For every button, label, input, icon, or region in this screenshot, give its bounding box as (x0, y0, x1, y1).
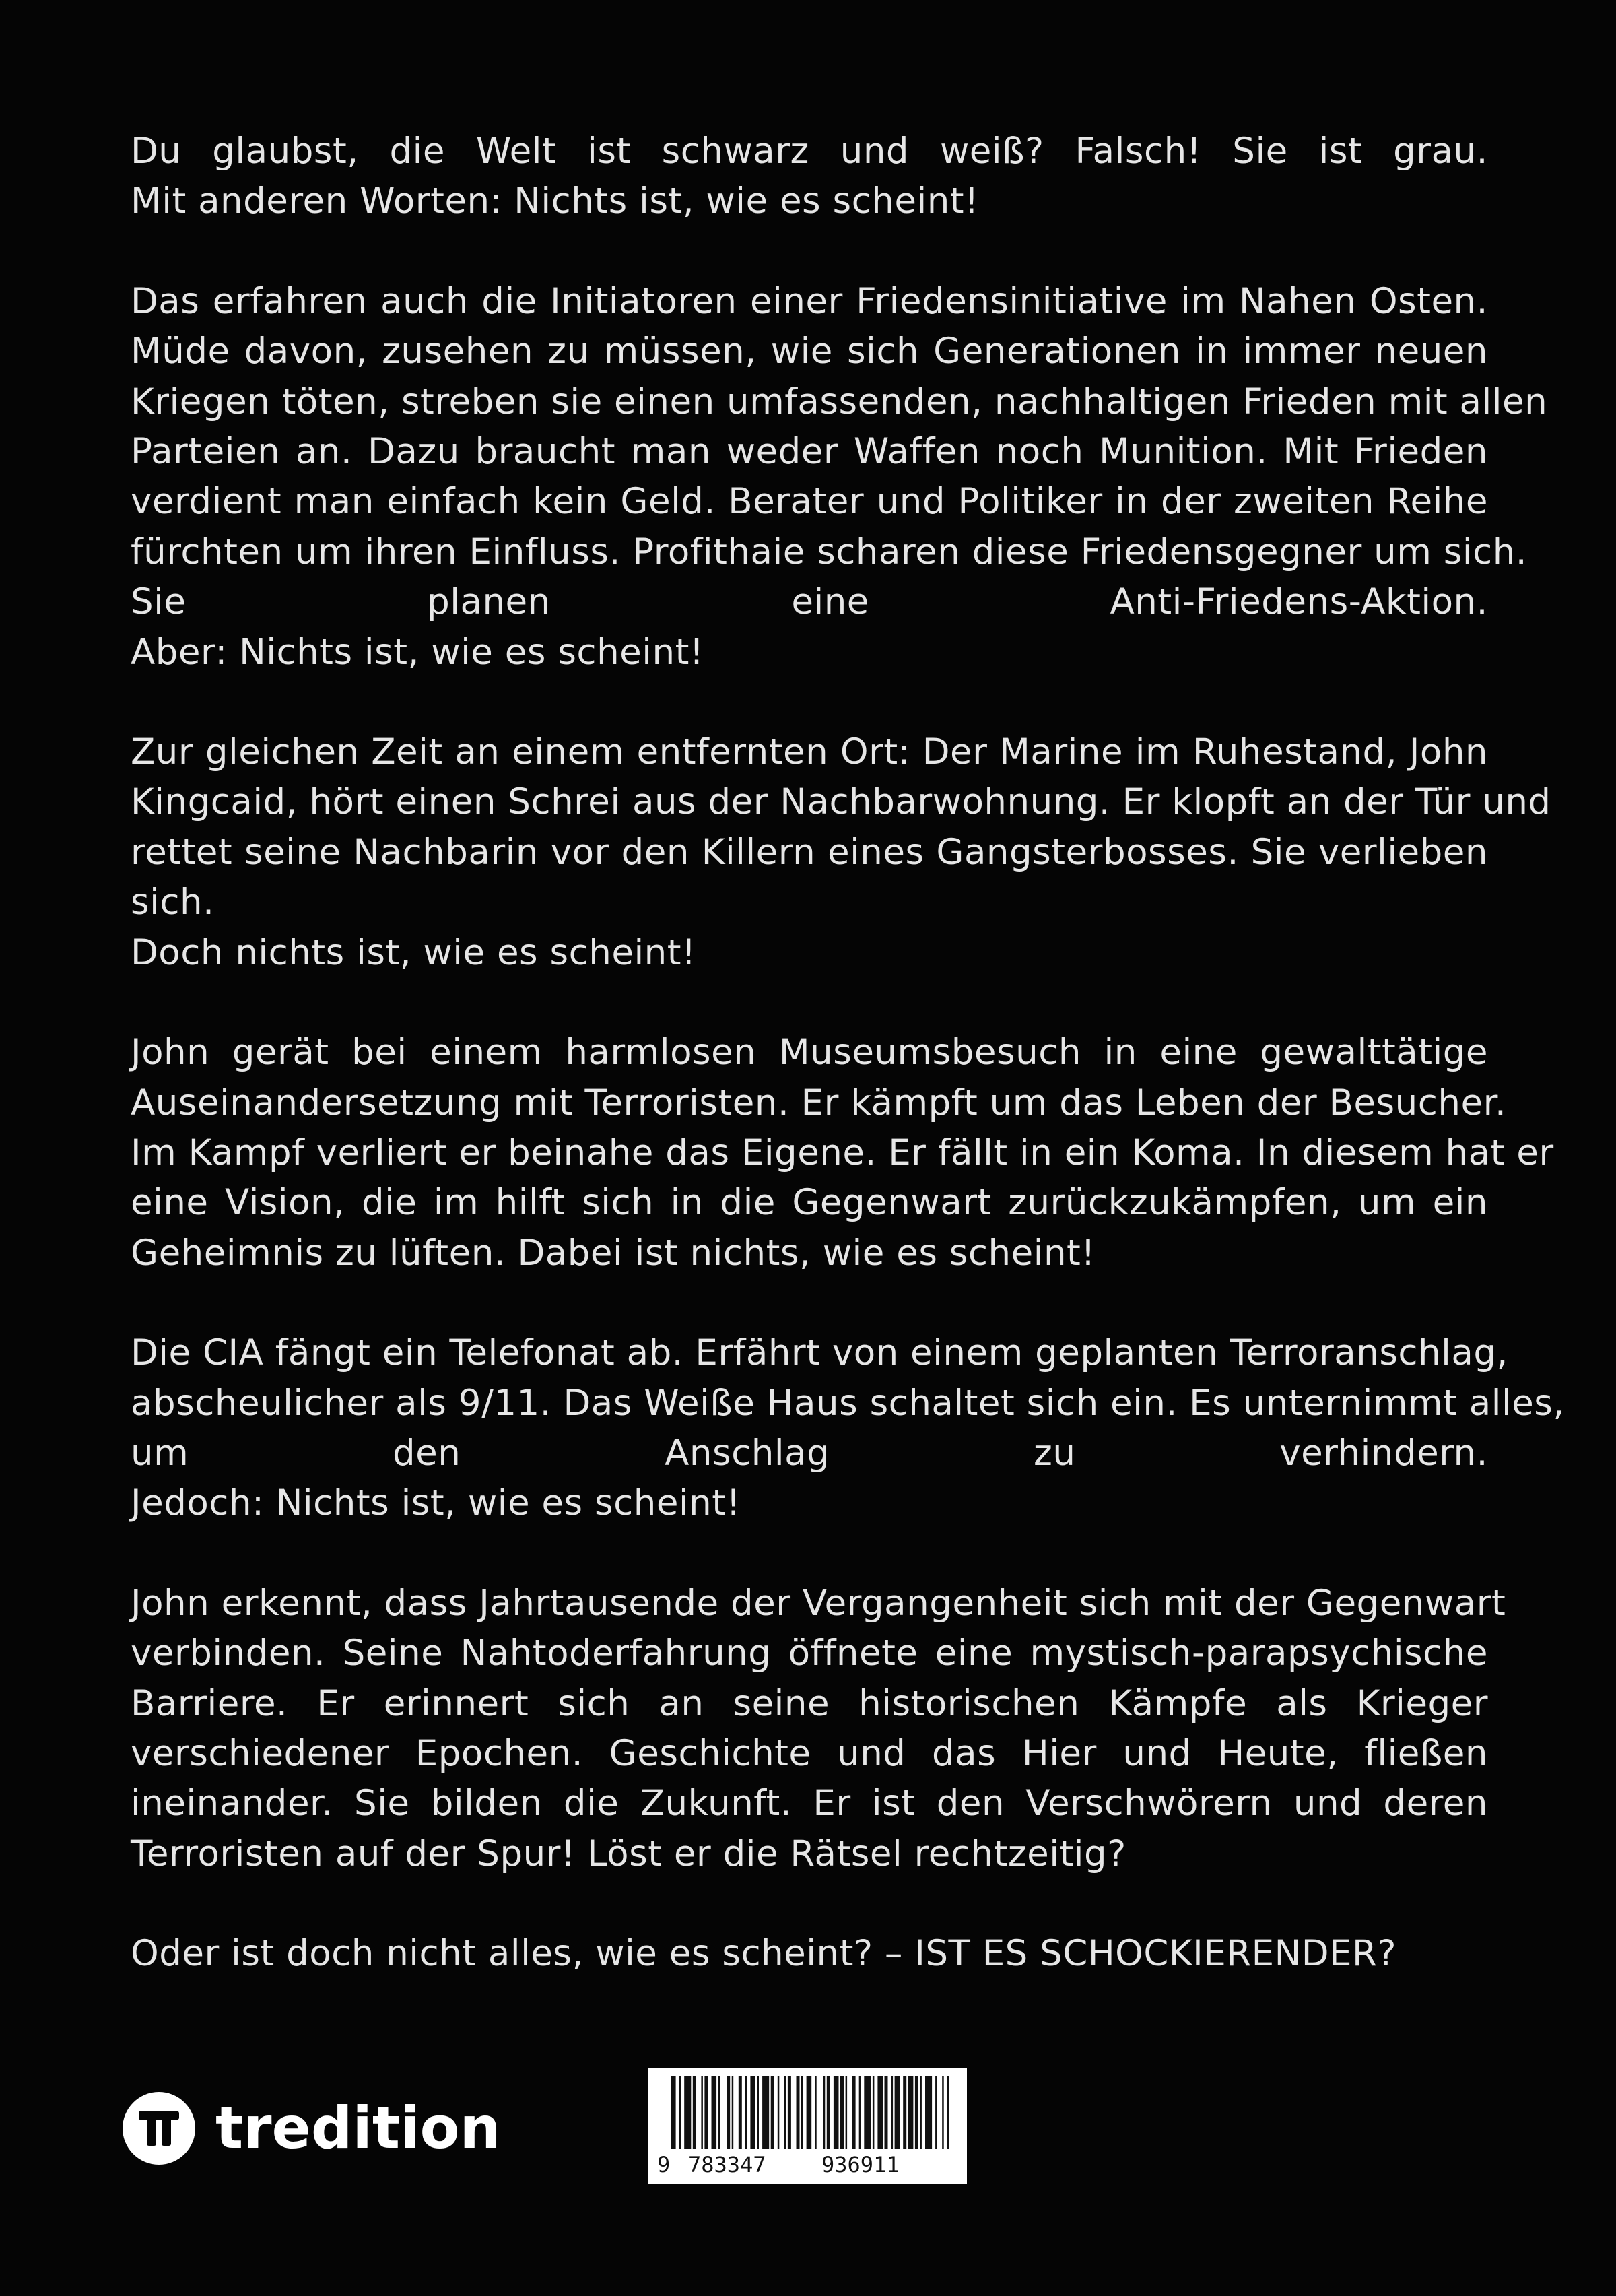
barcode-bar (891, 2076, 894, 2149)
barcode-bar (788, 2076, 791, 2149)
text-line: Kriegen töten, streben sie einen umfassenden, nachhaltigen Frieden mit allen (131, 381, 1548, 422)
barcode-bar (823, 2076, 826, 2149)
text-line: John erkennt, dass Jahrtausende der Vergangenheit sich mit der Gegenwart (131, 1582, 1506, 1624)
text-line: abscheulicher als 9/11. Das Weiße Haus schaltet sich ein. Es unternimmt alles, (131, 1382, 1565, 1424)
barcode-bar (840, 2076, 844, 2149)
barcode-bar (864, 2076, 871, 2149)
text-line: Terroristen auf der Spur! Löst er die Rätsel rechtzeitig? (131, 1833, 1126, 1874)
barcode-bar (704, 2076, 708, 2149)
barcode-bar (846, 2076, 848, 2149)
barcode-bar (739, 2076, 742, 2149)
tredition-t-icon (123, 2092, 195, 2165)
barcode-bar (693, 2076, 696, 2149)
text-line: Barriere. Er erinnert sich an seine historischen Kämpfe als Krieger (131, 1682, 1488, 1724)
text-line: verschiedener Epochen. Geschichte und das Hier und Heute, fließen (131, 1732, 1488, 1774)
barcode-bar (784, 2076, 786, 2149)
barcode-bar (762, 2076, 769, 2149)
text-line: Auseinandersetzung mit Terroristen. Er kämpft um das Leben der Besucher. (131, 1082, 1507, 1123)
text-line: Parteien an. Dazu braucht man weder Waffen noch Munition. Mit Frieden (131, 431, 1488, 473)
barcode-bar (815, 2076, 817, 2149)
barcode-bar (852, 2076, 856, 2149)
barcode-bar (873, 2076, 875, 2149)
barcode-bar (778, 2076, 780, 2149)
barcode-bar (684, 2076, 691, 2149)
paragraph (131, 1028, 1554, 1278)
barcode-bar (834, 2076, 839, 2149)
text-line: Sie planen eine Anti-Friedens-Aktion. (131, 581, 1488, 623)
text-line: Oder ist doch nicht alles, wie es scheint? – IST ES SCHOCKIERENDER? (131, 1933, 1396, 1975)
barcode-bar (859, 2076, 861, 2149)
text-line: Mit anderen Worten: Nichts ist, wie es scheint! (131, 181, 979, 222)
barcode-lead-digit: 9 (657, 2152, 671, 2177)
paragraph (131, 1579, 1506, 1879)
text-line: verbinden. Seine Nahtoderfahrung öffnete eine mystisch-parapsychische (131, 1633, 1488, 1674)
paragraph (131, 1929, 1488, 1979)
text-line: Du glaubst, die Welt ist schwarz und weiß? Falsch! Sie ist grau. (131, 131, 1488, 172)
barcode-bar (885, 2076, 888, 2149)
paragraph (131, 727, 1551, 978)
barcode-bar (827, 2076, 830, 2149)
text-line: Kingcaid, hört einen Schrei aus der Nachbarwohnung. Er klopft an der Tür und (131, 781, 1551, 823)
text-line: ineinander. Sie bilden die Zukunft. Er ist den Verschwörern und deren (131, 1783, 1488, 1825)
text-line: eine Vision, die im hilft sich in die Gegenwart zurückzukämpfen, um ein (131, 1182, 1488, 1224)
text-line: Im Kampf verliert er beinahe das Eigene. Er fällt in ein Koma. In diesem hat er (131, 1131, 1554, 1173)
barcode-bar (797, 2076, 800, 2149)
barcode-bar (712, 2076, 717, 2149)
barcode-bar (718, 2076, 720, 2149)
barcode-bar (895, 2076, 900, 2149)
text-line: Doch nichts ist, wie es scheint! (131, 931, 696, 973)
barcode-bar (758, 2076, 760, 2149)
barcode-right-digits: 936911 (821, 2152, 900, 2177)
publisher-name: tredition (215, 2095, 501, 2162)
barcode-bar (701, 2076, 703, 2149)
barcode-bar (947, 2076, 949, 2149)
barcode-bar (727, 2076, 730, 2149)
isbn-barcode (648, 2068, 967, 2184)
barcode-bar (877, 2076, 883, 2149)
barcode-bar (935, 2076, 937, 2149)
barcode-bar (671, 2076, 676, 2149)
text-line: verdient man einfach kein Geld. Berater und Politiker in der zweiten Reihe (131, 481, 1488, 523)
barcode-bar (925, 2076, 932, 2149)
barcode-bar (745, 2076, 747, 2149)
paragraph (131, 127, 1488, 227)
text-line: John gerät bei einem harmlosen Museumsbesuch in eine gewalttätige (131, 1032, 1488, 1074)
text-line: sich. (131, 882, 215, 923)
barcode-bar (915, 2076, 918, 2149)
paragraph (131, 1328, 1565, 1529)
text-line: um den Anschlag zu verhindern. (131, 1432, 1488, 1474)
text-line: rettet seine Nachbarin vor den Killern eines Gangsterbosses. Sie verlieben (131, 831, 1488, 873)
barcode-left-digits: 783347 (688, 2152, 766, 2177)
barcode-bar (920, 2076, 922, 2149)
barcode-bar (771, 2076, 774, 2149)
barcode-bar (903, 2076, 906, 2149)
barcode-bar (801, 2076, 803, 2149)
publisher-logo (123, 2089, 501, 2167)
text-line: Zur gleichen Zeit an einem entfernten Ort: Der Marine im Ruhestand, John (131, 731, 1488, 773)
barcode-bar (750, 2076, 755, 2149)
paragraph (131, 277, 1548, 678)
text-line: Das erfahren auch die Initiatoren einer Friedensinitiative im Nahen Osten. (131, 280, 1488, 322)
barcode-bar (807, 2076, 812, 2149)
barcode-bar (942, 2076, 944, 2149)
text-line: Jedoch: Nichts ist, wie es scheint! (131, 1482, 741, 1524)
text-line: Geheimnis zu lüften. Dabei ist nichts, wie es scheint! (131, 1232, 1096, 1274)
barcode-bar (732, 2076, 734, 2149)
barcode-bar (908, 2076, 914, 2149)
blurb-text (131, 127, 1565, 2029)
text-line: fürchten um ihren Einfluss. Profithaie scharen diese Friedensgegner um sich. (131, 531, 1528, 572)
text-line: Müde davon, zusehen zu müssen, wie sich Generationen in immer neuen (131, 331, 1488, 372)
text-line: Die CIA fängt ein Telefonat ab. Erfährt von einem geplanten Terroranschlag, (131, 1332, 1508, 1374)
barcode-bar (679, 2076, 681, 2149)
text-line: Aber: Nichts ist, wie es scheint! (131, 631, 704, 673)
